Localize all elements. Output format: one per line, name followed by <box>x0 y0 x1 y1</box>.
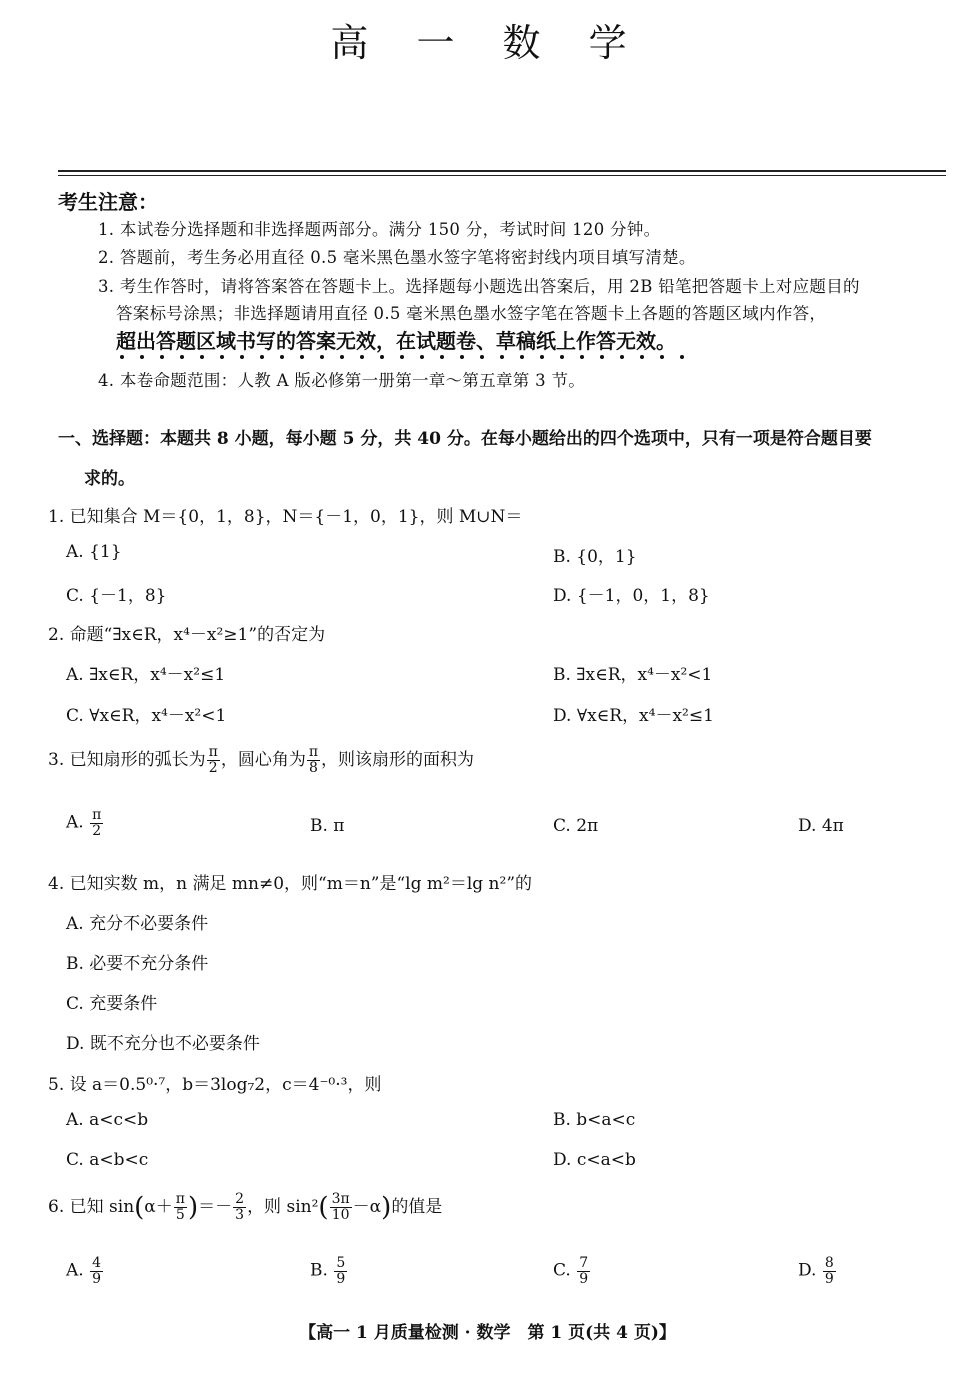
question-6-option-d: D. $\frac{8}{9}$ <box>798 1255 834 1287</box>
question-2-option-d: D. ∀x∈R，x⁴－x²≤1 <box>553 706 714 726</box>
question-1-stem: 1. 已知集合 M＝{0，1，8}，N＝{－1，0，1}，则 M∪N＝ <box>48 507 523 527</box>
question-3-option-b: B. π <box>310 816 345 836</box>
question-3-option-c: C. 2π <box>553 816 599 836</box>
question-6-option-a: A. $\frac{4}{9}$ <box>66 1255 102 1287</box>
question-4-option-d: D. 既不充分也不必要条件 <box>66 1034 260 1054</box>
question-5-option-b: B. b<a<c <box>553 1110 636 1130</box>
question-5-stem: 5. 设 a＝0.5⁰·⁷，b＝3log₇2，c＝4⁻⁰·³，则 <box>48 1075 382 1095</box>
question-4-stem: 4. 已知实数 m，n 满足 mn≠0，则“m＝n”是“lg m²＝lg n²”的 <box>48 874 533 894</box>
notice-item-1: 1. 本试卷分选择题和非选择题两部分。满分 150 分，考试时间 120 分钟。 <box>98 220 661 239</box>
notice-heading: 考生注意： <box>58 190 158 214</box>
section-1-title-cont: 求的。 <box>84 469 135 489</box>
question-2-stem: 2. 命题“∃x∈R，x⁴－x²≥1”的否定为 <box>48 625 326 645</box>
question-4-option-c: C. 充要条件 <box>66 994 158 1014</box>
question-1-option-b: B. {0，1} <box>553 547 637 567</box>
question-5-option-c: C. a<b<c <box>66 1150 149 1170</box>
exam-title: 高 一 数 学 <box>330 21 645 65</box>
question-6-option-b: B. $\frac{5}{9}$ <box>310 1255 346 1287</box>
question-3-fraction-angle: $\frac{\pi}{8}$ <box>308 744 319 776</box>
question-3-option-a: A. $\frac{\pi}{2}$ <box>66 807 102 839</box>
notice-item-2: 2. 答题前，考生务必用直径 0.5 毫米黑色墨水签字笔将密封线内项目填写清楚。 <box>98 248 696 267</box>
question-6-option-c: C. $\frac{7}{9}$ <box>553 1255 589 1287</box>
header-rule-thick <box>58 170 946 172</box>
question-3-option-d: D. 4π <box>798 816 844 836</box>
question-2-option-c: C. ∀x∈R，x⁴－x²<1 <box>66 706 227 726</box>
question-1-option-a: A. {1} <box>66 542 122 562</box>
section-1-title: 一、选择题：本题共 8 小题，每小题 5 分，共 40 分。在每小题给出的四个选项中，只有一项是符合题目要 <box>58 429 872 449</box>
notice-item-3: 3. 考生作答时，请将答案答在答题卡上。选择题每小题选出答案后，用 2B 铅笔把答题卡上对应题目的 <box>98 277 860 296</box>
question-3-text-mid: ，圆心角为 <box>220 750 306 770</box>
question-1-option-d: D. {－1，0，1，8} <box>553 586 710 606</box>
question-3-fraction-arc: $\frac{\pi}{2}$ <box>208 744 218 776</box>
notice-item-4: 4. 本卷命题范围：人教 A 版必修第一册第一章～第五章第 3 节。 <box>98 371 586 390</box>
question-3-text-pre: 3. 已知扇形的弧长为 <box>48 750 206 770</box>
question-2-option-a: A. ∃x∈R，x⁴－x²≤1 <box>66 665 226 685</box>
header-rule-thin <box>58 175 946 176</box>
question-2-option-b: B. ∃x∈R，x⁴－x²<1 <box>553 665 713 685</box>
question-4-option-b: B. 必要不充分条件 <box>66 954 209 974</box>
question-6-stem: 6. 已知 sin(α＋ $\frac{\pi}{5}$ )＝－ $\frac{2}{3}$ ，则 sin²( $\frac{3\pi}{10}$ －α)的值是 <box>48 1191 443 1223</box>
notice-item-3-cont: 答案标号涂黑；非选择题请用直径 0.5 毫米黑色墨水签字笔在答题卡上各题的答题区域内作答， <box>116 304 827 323</box>
question-3-stem <box>48 745 474 776</box>
question-5-option-d: D. c<a<b <box>553 1150 636 1170</box>
question-1-option-c: C. {－1，8} <box>66 586 167 606</box>
notice-item-3-emphasis: 超出答题区域书写的答案无效，在试题卷、草稿纸上作答无效。 <box>116 329 676 353</box>
question-5-option-a: A. a<c<b <box>66 1110 149 1130</box>
page-footer: 【高一 1 月质量检测 · 数学 第 1 页(共 4 页)】 <box>299 1323 676 1343</box>
question-4-option-a: A. 充分不必要条件 <box>66 914 209 934</box>
question-3-text-post: ，则该扇形的面积为 <box>321 750 475 770</box>
emphasis-dots <box>118 353 718 361</box>
